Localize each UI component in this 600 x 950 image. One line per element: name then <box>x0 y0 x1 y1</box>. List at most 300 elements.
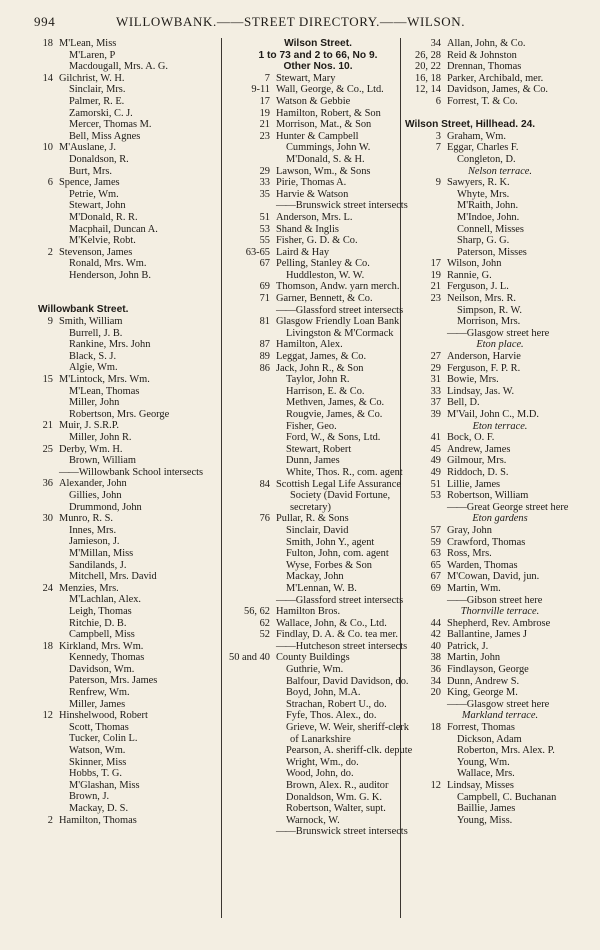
entry-text: Sinclair, David <box>286 524 349 536</box>
directory-entry <box>226 467 410 479</box>
entry-text: Jamieson, J. <box>69 536 120 548</box>
entry-text: Shepherd, Rev. Ambrose <box>447 617 551 629</box>
entry-text: Crawford, Thomas <box>447 536 526 548</box>
house-number <box>38 455 53 467</box>
entry-text: Wilson Street, Hillhead. 24. <box>405 119 536 131</box>
entry-text: Hamilton, Thomas <box>59 814 137 826</box>
directory-entry <box>38 733 222 745</box>
directory-entry <box>405 629 595 641</box>
house-number: 55 <box>259 235 270 247</box>
directory-entry <box>38 224 222 236</box>
spacer <box>405 108 595 120</box>
entry-text: Davidson, James, & Co. <box>447 84 549 96</box>
entry-text: Gilmour, Mrs. <box>447 455 507 467</box>
entry-text: Morrison, Mrs. <box>457 316 521 328</box>
directory-entry <box>226 131 410 143</box>
directory-entry <box>226 247 410 259</box>
directory-entry <box>38 328 222 340</box>
directory-entry <box>226 142 410 154</box>
house-number <box>405 212 441 224</box>
house-number: 24 <box>42 582 53 594</box>
directory-entry <box>405 247 595 259</box>
house-number <box>38 687 53 699</box>
house-number <box>38 84 53 96</box>
spacer <box>38 281 222 304</box>
house-number <box>38 432 53 444</box>
house-number: 18 <box>42 38 53 49</box>
entry-text: Watson, Wm. <box>69 745 126 757</box>
house-number: 21 <box>430 281 441 293</box>
entry-text: secretary) <box>290 501 331 513</box>
entry-text: Baillie, James <box>457 803 516 815</box>
entry-text: Burrell, J. B. <box>69 327 123 339</box>
entry-text: Ronald, Mrs. Wm. <box>69 258 147 270</box>
house-number <box>226 571 270 583</box>
directory-entry <box>38 362 222 374</box>
house-number <box>405 792 441 804</box>
house-number: 6 <box>435 95 441 107</box>
directory-entry <box>226 652 410 664</box>
intersection-note <box>405 328 595 340</box>
directory-entry <box>38 652 222 664</box>
directory-entry <box>38 687 222 699</box>
house-number: 38 <box>430 652 441 664</box>
house-number: 30 <box>42 513 53 525</box>
directory-entry <box>405 351 595 363</box>
entry-text: Ferguson, F. P. R. <box>447 362 521 374</box>
entry-text: Drummond, John <box>69 501 142 513</box>
house-number <box>226 664 270 676</box>
entry-text: Wall, George, & Co., Ltd. <box>276 84 384 96</box>
house-number <box>405 235 441 247</box>
entry-text: Smith, William <box>59 316 123 328</box>
house-number: 31 <box>430 374 441 386</box>
house-number: 9 <box>47 316 53 328</box>
directory-entry <box>226 84 410 96</box>
house-number: 12 <box>42 710 53 722</box>
entry-text: Hamilton, Robert, & Son <box>276 107 381 119</box>
directory-entry <box>38 618 222 630</box>
house-number <box>38 362 53 374</box>
entry-text: Nelson terrace. <box>467 165 533 177</box>
directory-entry <box>405 258 595 270</box>
house-number <box>38 502 53 514</box>
house-number: 53 <box>259 223 270 235</box>
directory-entry <box>38 583 222 595</box>
intersection-note <box>405 699 595 711</box>
entry-text: Innes, Mrs. <box>69 524 117 536</box>
directory-entry <box>405 560 595 572</box>
entry-text: of Lanarkshire <box>290 733 351 745</box>
entry-text: M'Lachlan, Alex. <box>69 594 141 606</box>
house-number: 29 <box>259 165 270 177</box>
house-number: 29 <box>430 362 441 374</box>
house-number: 63-65 <box>245 246 270 258</box>
entry-text: Wilson, John <box>447 258 502 270</box>
house-number <box>38 594 53 606</box>
directory-entry <box>38 815 222 827</box>
house-number: 2 <box>47 246 53 258</box>
house-number <box>226 537 270 549</box>
house-number <box>226 142 270 154</box>
house-number: 19 <box>259 107 270 119</box>
house-number: 20, 22 <box>415 61 441 73</box>
house-number: 3 <box>435 130 441 142</box>
directory-entry <box>38 108 222 120</box>
directory-entry <box>226 513 410 525</box>
entry-text: Garner, Bennett, & Co. <box>276 293 373 305</box>
house-number: 19 <box>430 269 441 281</box>
directory-entry <box>38 525 222 537</box>
intersection-note <box>405 595 595 607</box>
entry-text: King, George M. <box>447 687 518 699</box>
directory-entry <box>38 629 222 641</box>
entry-text: —— Great George street here <box>447 502 568 514</box>
directory-entry <box>38 166 222 178</box>
directory-entry <box>38 154 222 166</box>
house-number: 20 <box>430 687 441 699</box>
entry-text: Ferguson, J. L. <box>447 281 509 293</box>
house-number <box>226 687 270 699</box>
entry-text: Drennan, Thomas <box>447 61 522 73</box>
directory-entry <box>405 177 595 189</box>
house-number: 67 <box>430 571 441 583</box>
directory-entry <box>405 537 595 549</box>
entry-text: Miller, John R. <box>69 432 132 443</box>
entry-text: Anderson, Mrs. L. <box>276 211 353 223</box>
directory-entry <box>405 525 595 537</box>
entry-text: Boyd, John, M.A. <box>286 687 361 699</box>
entry-text: Harvie & Watson <box>276 188 349 200</box>
entry-text: Young, Wm. <box>457 756 510 768</box>
house-number <box>226 641 270 653</box>
house-number <box>226 734 270 746</box>
entry-text: Gilchrist, W. H. <box>59 72 125 84</box>
directory-entry <box>405 212 595 224</box>
house-number <box>226 676 270 688</box>
entry-text: Gillies, John <box>69 489 122 501</box>
house-number <box>226 745 270 757</box>
directory-entry <box>38 339 222 351</box>
intersection-note <box>405 502 595 514</box>
house-number: 15 <box>42 374 53 386</box>
directory-entry <box>405 281 595 293</box>
house-number <box>38 258 53 270</box>
house-number <box>226 421 270 433</box>
entry-text: County Buildings <box>276 652 350 664</box>
entry-text: Tucker, Colin L. <box>69 733 138 745</box>
directory-entry <box>405 224 595 236</box>
directory-entry <box>405 305 595 317</box>
entry-text: Simpson, R. W. <box>457 304 522 316</box>
entry-text: Lawson, Wm., & Sons <box>276 165 371 177</box>
house-number <box>38 675 53 687</box>
entry-text: Cummings, John W. <box>286 142 371 154</box>
entry-text: Reid & Johnston <box>447 49 517 61</box>
house-number: 69 <box>259 281 270 293</box>
directory-entry <box>226 363 410 375</box>
directory-entry <box>226 444 410 456</box>
directory-entry <box>226 293 410 305</box>
entry-text: Watson & Gebbie <box>276 95 351 107</box>
house-number <box>38 803 53 815</box>
entry-text: Ross, Mrs. <box>447 548 492 560</box>
directory-column-3 <box>405 38 595 826</box>
house-number: 25 <box>42 443 53 455</box>
house-number <box>405 200 441 212</box>
directory-entry <box>38 200 222 212</box>
house-number: 44 <box>430 617 441 629</box>
directory-entry <box>226 455 410 467</box>
entry-text: Wood, John, do. <box>286 768 354 780</box>
house-number: 17 <box>430 258 441 270</box>
directory-entry <box>38 791 222 803</box>
directory-entry <box>38 38 222 50</box>
entry-text: Fisher, G. D. & Co. <box>276 235 358 247</box>
house-number <box>38 467 53 479</box>
directory-entry <box>405 131 595 143</box>
directory-entry <box>226 815 410 827</box>
entry-text: Findlayson, George <box>447 664 529 676</box>
directory-entry <box>405 815 595 827</box>
entry-text: Burt, Mrs. <box>69 165 113 177</box>
entry-text: Pullar, R. & Sons <box>276 513 349 525</box>
entry-text: Smith, John Y., agent <box>286 536 375 548</box>
entry-text: Henderson, John B. <box>69 269 151 281</box>
house-number: 56, 62 <box>244 606 270 618</box>
house-number <box>226 432 270 444</box>
house-number <box>226 374 270 386</box>
house-number <box>38 536 53 548</box>
entry-text: Paterson, Mrs. James <box>69 675 158 687</box>
directory-entry <box>226 96 410 108</box>
house-number: 17 <box>259 95 270 107</box>
house-number <box>226 722 270 734</box>
entry-text: Hamilton Bros. <box>276 606 341 618</box>
house-number <box>405 328 441 340</box>
house-number <box>38 119 53 131</box>
intersection-note <box>226 641 410 653</box>
entry-text: M'Donald, R. R. <box>69 211 138 223</box>
directory-entry <box>226 397 410 409</box>
directory-entry <box>405 652 595 664</box>
directory-entry <box>226 73 410 85</box>
house-number: 12 <box>430 780 441 791</box>
entry-text: Miller, James <box>69 698 126 710</box>
entry-text: Brown, J. <box>69 791 110 803</box>
house-number: 26, 28 <box>415 49 441 61</box>
directory-entry <box>38 548 222 560</box>
house-number <box>38 618 53 630</box>
house-number <box>226 467 270 479</box>
entry-text: —— Brunswick street intersects <box>276 200 408 212</box>
directory-entry <box>405 50 595 62</box>
terrace-subheading <box>405 606 595 618</box>
entry-text: Eton place. <box>476 339 524 351</box>
terrace-subheading <box>405 166 595 178</box>
house-number <box>226 386 270 398</box>
street-heading <box>226 38 410 50</box>
entry-text: Warnock, W. <box>286 814 340 826</box>
directory-entry <box>226 560 410 572</box>
entry-text: M'Cowan, David, jun. <box>447 571 540 583</box>
directory-entry <box>38 722 222 734</box>
directory-entry <box>405 618 595 630</box>
directory-entry <box>405 61 595 73</box>
directory-entry <box>38 96 222 108</box>
house-number: 49 <box>430 466 441 478</box>
directory-entry <box>38 386 222 398</box>
directory-entry <box>226 479 410 491</box>
house-number <box>405 154 441 166</box>
directory-entry <box>405 757 595 769</box>
entry-text: Fulton, John, com. agent <box>286 548 389 560</box>
directory-entry <box>226 618 410 630</box>
directory-column-1 <box>38 38 222 826</box>
directory-entry <box>38 699 222 711</box>
house-number: 10 <box>42 142 53 154</box>
directory-entry <box>405 455 595 467</box>
directory-entry <box>38 594 222 606</box>
entry-text: Martin, Wm. <box>447 582 501 594</box>
entry-text: Scott, Thomas <box>69 721 129 733</box>
entry-text: Lindsay, Jas. W. <box>447 385 515 397</box>
house-number: 89 <box>259 351 270 363</box>
house-number <box>38 722 53 734</box>
house-number: 16, 18 <box>415 72 441 84</box>
directory-entry <box>38 502 222 514</box>
house-number <box>38 212 53 224</box>
intersection-note <box>226 826 410 838</box>
entry-text: Scottish Legal Life Assurance <box>276 478 401 490</box>
house-number: 63 <box>430 548 441 560</box>
house-number: 49 <box>430 455 441 467</box>
entry-text: Eggar, Charles F. <box>447 142 519 154</box>
entry-text: Menzies, Mrs. <box>59 582 119 594</box>
page-number: 994 <box>34 14 56 29</box>
entry-text: M'Laren, P <box>69 49 116 61</box>
entry-text: Wright, Wm., do. <box>286 756 359 768</box>
entry-text: Ballantine, James J <box>447 629 527 641</box>
house-number: 12, 14 <box>415 84 441 96</box>
directory-entry <box>226 270 410 282</box>
entry-text: Wallace, John, & Co., Ltd. <box>276 617 387 629</box>
house-number <box>226 525 270 537</box>
entry-text: Glasgow Friendly Loan Bank <box>276 316 400 328</box>
entry-text: Donaldson, Wm. G. K. <box>286 791 382 803</box>
house-number <box>226 815 270 827</box>
directory-entry <box>38 131 222 143</box>
intersection-note <box>38 467 222 479</box>
house-number: 57 <box>430 524 441 536</box>
house-number: 67 <box>259 258 270 270</box>
entry-text: Strachan, Robert U., do. <box>286 698 387 710</box>
entry-text: M'Lean, Miss <box>59 38 117 49</box>
house-number <box>405 316 441 328</box>
house-number: 7 <box>264 72 270 84</box>
house-number: 52 <box>259 629 270 641</box>
directory-entry <box>226 154 410 166</box>
directory-entry <box>405 780 595 792</box>
house-number <box>226 710 270 722</box>
entry-text: Bock, O. F. <box>447 432 495 444</box>
entry-text: Derby, Wm. H. <box>59 443 123 455</box>
directory-entry <box>226 316 410 328</box>
directory-entry <box>226 525 410 537</box>
directory-entry <box>405 479 595 491</box>
house-number <box>38 409 53 421</box>
entry-text: Taylor, John R. <box>286 374 350 386</box>
house-number <box>38 386 53 398</box>
directory-entry <box>226 606 410 618</box>
directory-column-2 <box>226 38 413 838</box>
house-number <box>226 699 270 711</box>
entry-text: Palmer, R. E. <box>69 95 125 107</box>
house-number <box>38 571 53 583</box>
entry-text: Findlay, D. A. & Co. tea mer. <box>276 629 398 641</box>
directory-entry <box>38 84 222 96</box>
entry-text: M'Vail, John C., M.D. <box>447 409 539 420</box>
entry-text: Eton gardens <box>472 513 528 525</box>
directory-entry <box>405 676 595 688</box>
entry-text: Mackay, D. S. <box>69 803 129 814</box>
entry-text: 1 to 73 and 2 to 66, No 9. <box>258 49 378 61</box>
directory-entry <box>38 235 222 247</box>
house-number <box>405 734 441 746</box>
house-number <box>38 757 53 769</box>
entry-text: Macdougall, Mrs. A. G. <box>69 61 168 73</box>
entry-text: Guthrie, Wm. <box>286 664 344 676</box>
entry-text: Bowie, Mrs. <box>447 374 499 386</box>
directory-entry <box>226 722 410 734</box>
house-number <box>405 189 441 201</box>
entry-text: Riddoch, D. S. <box>447 466 509 478</box>
house-number <box>38 154 53 166</box>
house-number <box>405 699 441 711</box>
directory-entry <box>38 409 222 421</box>
entry-text: Jack, John R., & Son <box>276 362 364 374</box>
house-number: 18 <box>42 640 53 652</box>
entry-text: Mitchell, Mrs. David <box>69 571 157 583</box>
entry-text: Rougvie, James, & Co. <box>286 409 383 420</box>
entry-text: Renfrew, Wm. <box>69 687 130 699</box>
directory-entry <box>226 212 410 224</box>
house-number <box>38 339 53 351</box>
directory-entry <box>405 768 595 780</box>
entry-text: Thomson, Andw. yarn merch. <box>276 281 400 293</box>
directory-entry <box>405 548 595 560</box>
entry-text: Skinner, Miss <box>69 756 127 768</box>
house-number: 33 <box>259 177 270 189</box>
house-number <box>38 50 53 62</box>
entry-text: Bell, D. <box>447 397 480 409</box>
entry-text: Spence, James <box>59 177 120 189</box>
directory-entry <box>405 571 595 583</box>
intersection-note <box>226 305 410 317</box>
directory-entry <box>405 745 595 757</box>
house-number <box>38 235 53 247</box>
house-number <box>405 745 441 757</box>
entry-text: Stewart, Robert <box>286 443 352 455</box>
entry-text: Sandilands, J. <box>69 559 127 571</box>
directory-entry <box>226 780 410 792</box>
entry-text: Morrison, Mat., & Son <box>276 119 372 131</box>
directory-entry <box>38 757 222 769</box>
entry-text: —— Glasgow street here <box>447 328 549 340</box>
directory-entry <box>405 154 595 166</box>
entry-text: Hunter & Campbell <box>276 130 359 142</box>
house-number: 9-11 <box>251 84 270 96</box>
